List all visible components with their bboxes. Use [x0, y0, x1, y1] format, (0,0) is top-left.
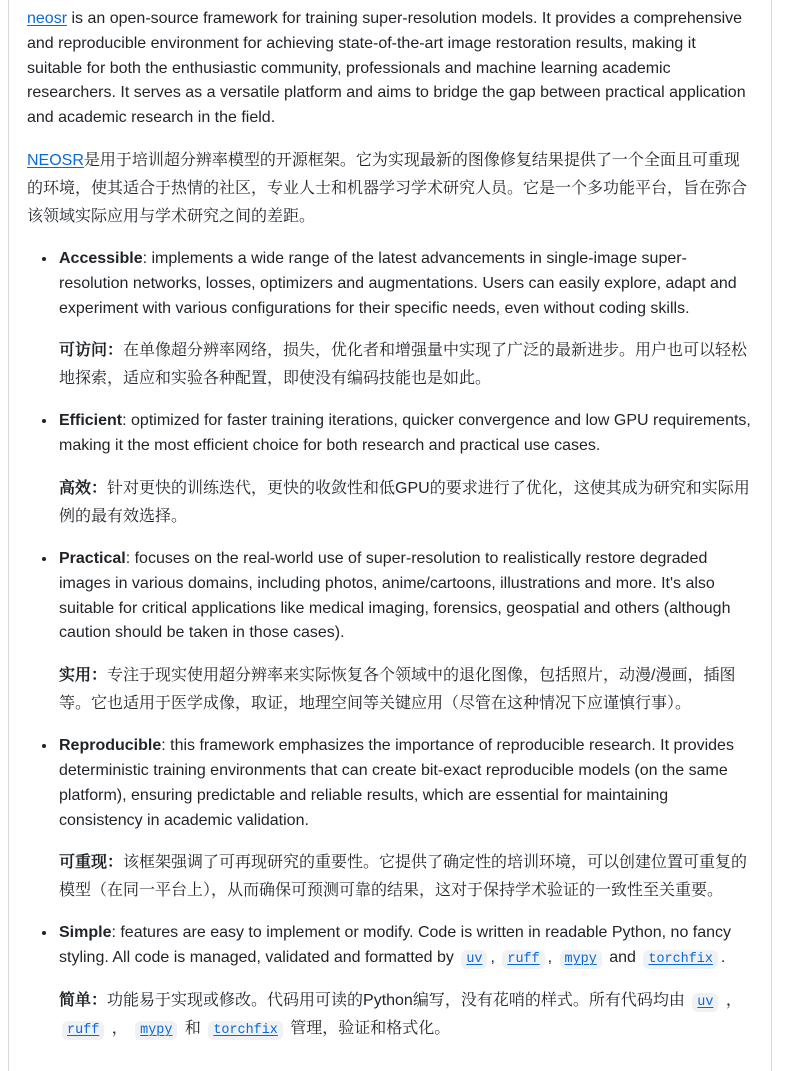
features-list — [27, 247, 755, 1043]
torchfix-code-link[interactable]: torchfix — [643, 950, 718, 969]
feature-reproducible-body-zh: 该框架强调了可再现研究的重要性。它提供了确定性的培训环境，可以创建位置可重复的模型（在同一平台上），从而确保可预测可靠的结果，这对于保持学术验证的一致性至关重要。 — [59, 854, 748, 900]
intro-text-zh: 是用于培训超分辨率模型的开源框架。它为实现最新的图像修复结果提供了一个全面且可重现的环境，使其适合于热情的社区，专业人士和机器学习学术研究人员。它是一个多功能平台，旨在弥合该领域实际应用与学术研究之间的差距。 — [27, 151, 748, 225]
mypy-code-link[interactable]: mypy — [135, 1021, 177, 1040]
feature-practical-body-en: : focuses on the real-world use of super-resolution to realistically restore degraded images in various domains, including photos, anime/cartoons, illustrations and more. It's also suitable for critical applications like medical imaging, forensics, geospatial and others (although caution should be taken in those cases). — [59, 549, 731, 642]
feature-practical-body-zh: 专注于现实使用超分辨率来实际恢复各个领域中的退化图像，包括照片，动漫/漫画，插图等。它也适用于医学成像，取证，地理空间等关键应用（尽管在这种情况下应谨慎行事）。 — [59, 667, 736, 713]
feature-item-accessible — [57, 247, 755, 393]
ruff-code-link[interactable]: ruff — [502, 950, 544, 969]
feature-efficient-body-en: : optimized for faster training iterations, quicker convergence and low GPU requirements, making it the most efficient choice for both research and practical use cases. — [59, 412, 751, 455]
intro-paragraph-zh — [27, 147, 755, 231]
feature-reproducible-body-en: : this framework emphasizes the importance of reproducible research. It provides deterministic training environments that can create bit-exact reproducible models (on the same platform), ensuring predictable and reliable results, which are essential for maintaining consistency in academic validation. — [59, 737, 734, 829]
feature-simple-zh: 简单：功能易于实现或修改。代码用可读的Python编写，没有花哨的样式。所有代码均由 uv ， ruff ， mypy 和 torchfix 管理，验证和格式化。 — [59, 991, 742, 1038]
feature-efficient-term-en: Efficient — [59, 412, 123, 430]
feature-accessible-term-zh: 可访问： — [59, 342, 124, 360]
uv-code-link[interactable]: uv — [692, 993, 718, 1012]
feature-practical-en — [59, 547, 755, 646]
intro-text-en: is an open-source framework for training super-resolution models. It provides a comprehensive and reproducible environment for achieving state-of-the-art image restoration results, making it suitable for both the enthusiastic community, professionals and machine learning academic researchers. It serves as a versatile platform and aims to bridge the gap between practical application and academic research in the field. — [27, 10, 746, 127]
feature-practical-term-zh: 实用： — [59, 667, 108, 685]
uv-code-link[interactable]: uv — [461, 950, 487, 969]
feature-accessible-body-en: : implements a wide range of the latest advancements in single-image super-resolution networks, losses, optimizers and augmentations. Users can easily explore, adapt and experiment with various configurations for their specific needs, even without coding skills. — [59, 249, 737, 317]
torchfix-code-link[interactable]: torchfix — [208, 1021, 283, 1040]
mypy-code-link[interactable]: mypy — [560, 950, 602, 969]
neosr-link[interactable]: neosr — [27, 10, 68, 27]
feature-item-efficient — [57, 409, 755, 531]
feature-efficient-en — [59, 409, 755, 459]
intro-paragraph-en — [27, 7, 755, 131]
neosr-link-zh[interactable]: NEOSR — [27, 151, 84, 169]
feature-term: Simple — [59, 924, 112, 942]
ruff-code-link[interactable]: ruff — [62, 1021, 104, 1040]
feature-reproducible-term-en: Reproducible — [59, 737, 162, 755]
feature-reproducible-en — [59, 734, 755, 833]
feature-accessible-body-zh: 在单像超分辨率网络，损失，优化者和增强量中实现了广泛的最新进步。用户也可以轻松地探索，适应和实验各种配置，即使没有编码技能也是如此。 — [59, 342, 748, 388]
feature-item-reproducible — [57, 734, 755, 905]
feature-accessible-term-en: Accessible — [59, 249, 143, 267]
feature-accessible-zh — [59, 337, 755, 393]
feature-term: 简单： — [59, 991, 108, 1009]
feature-efficient-body-zh: 针对更快的训练迭代，更快的收敛性和低GPU的要求进行了优化，这使其成为研究和实际用例的最有效选择。 — [59, 479, 750, 525]
feature-reproducible-term-zh: 可重现： — [59, 854, 124, 872]
feature-efficient-term-zh: 高效： — [59, 479, 108, 497]
feature-simple-en: • Simple: features are easy to implement or modify. Code is written in readable Python, no fancy styling. All code is managed, validated and formatted by uv , ruff , mypy and torchfix . — [59, 924, 732, 968]
feature-item-simple — [57, 921, 755, 1043]
feature-item-practical — [57, 547, 755, 718]
feature-accessible-en — [59, 247, 755, 321]
feature-reproducible-zh — [59, 849, 755, 905]
feature-practical-zh — [59, 662, 755, 718]
feature-efficient-zh — [59, 475, 755, 531]
readme-container — [8, 0, 772, 1071]
feature-practical-term-en: Practical — [59, 549, 126, 567]
